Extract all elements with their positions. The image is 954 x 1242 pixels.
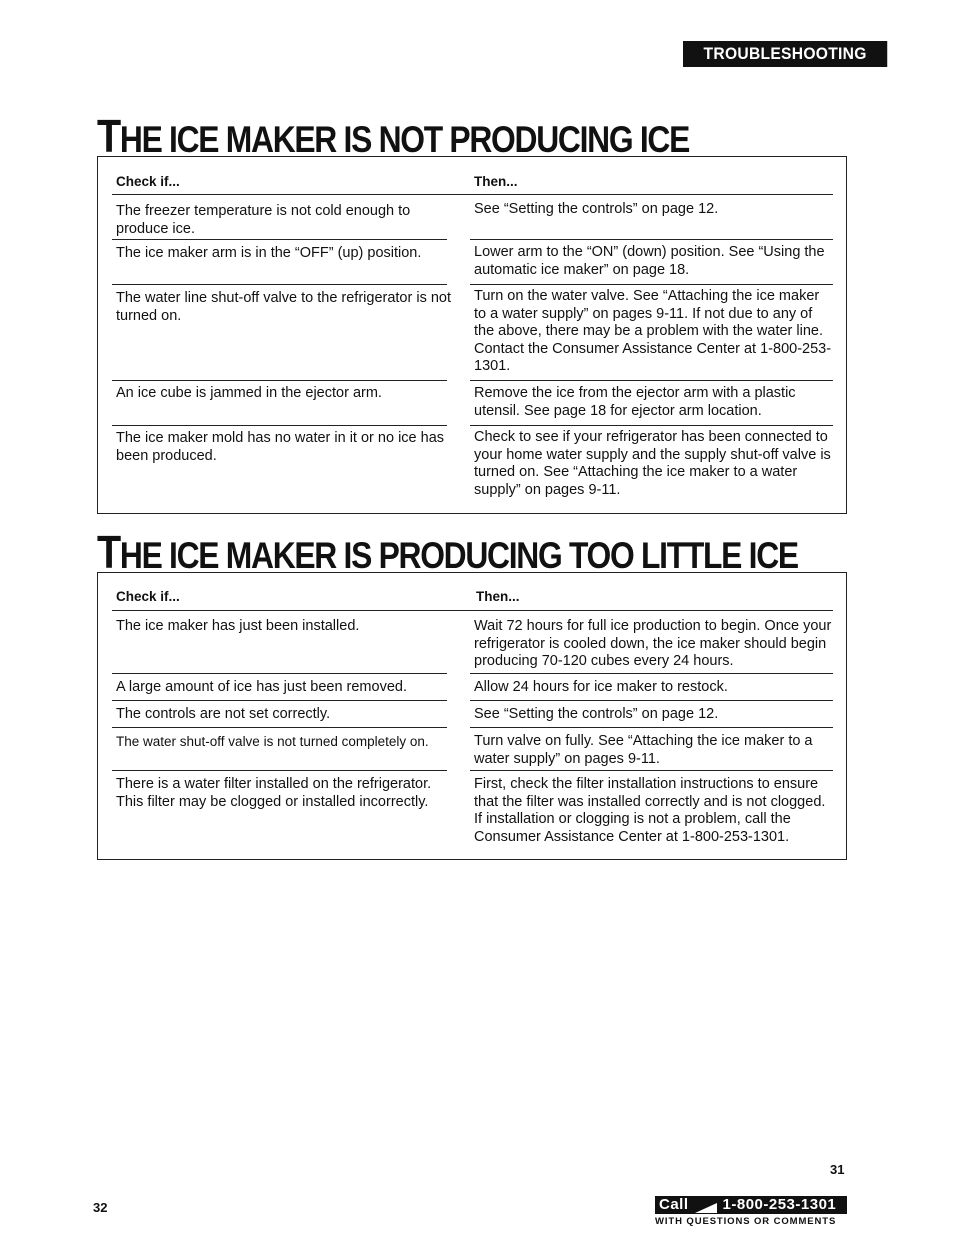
row-divider [112,770,447,771]
row-divider [470,239,833,240]
row-divider [470,727,833,728]
then-cell: See “Setting the controls” on page 12. [474,706,719,722]
row-divider [470,284,833,285]
title-initial: T [97,110,120,162]
then-cell: Wait 72 hours for full ice production to begin. Once your refrigerator is cooled down, the ice maker should begin producing 70-120 cubes every 24 hours. [474,618,832,669]
call-badge [655,1196,847,1214]
row-divider [112,239,447,240]
row-divider [112,727,447,728]
check-cell: There is a water filter installed on the refrigerator. This filter may be clogged or installed incorrectly. [116,776,432,810]
title-text: HE ICE MAKER IS PRODUCING TOO LITTLE ICE [119,535,798,576]
row-divider [112,425,447,426]
row-divider [470,700,833,701]
then-cell: Turn valve on fully. See “Attaching the ice maker to a water supply” on pages 9-11. [474,733,813,767]
check-cell: The water shut-off valve is not turned completely on. [116,734,429,749]
row-divider [112,673,447,674]
call-number: 1-800-253-1301 [722,1196,837,1213]
check-cell: The water line shut-off valve to the refrigerator is not turned on. [116,290,452,324]
section-banner: TROUBLESHOOTING GUIDE [683,41,887,67]
section-title-too-little [97,526,798,578]
page-number-right: 31 [830,1162,845,1177]
check-cell: The ice maker mold has no water in it or no ice has been produced. [116,430,445,464]
header-rule [112,194,833,195]
title-initial: T [97,526,120,578]
title-text: HE ICE MAKER IS NOT PRODUCING ICE [119,119,690,160]
row-divider [470,770,833,771]
then-cell: Lower arm to the “ON” (down) position. See “Using the automatic ice maker” on page 18. [474,244,825,278]
call-tagline: WITH QUESTIONS OR COMMENTS [655,1216,837,1227]
row-divider [470,673,833,674]
check-cell: An ice cube is jammed in the ejector arm. [116,385,382,401]
call-label: Call [659,1196,689,1213]
check-cell: The ice maker arm is in the “OFF” (up) position. [116,245,422,261]
check-column-header: Check if... [116,589,180,604]
then-cell: Allow 24 hours for ice maker to restock. [474,679,728,695]
check-cell: A large amount of ice has just been removed. [116,679,407,695]
page-number-left: 32 [93,1200,108,1215]
then-cell: Turn on the water valve. See “Attaching the ice maker to a water supply” on pages 9-11. If not due to any of the above, there may be a problem with the water line. Contact the Consumer Assistance Center at 1-800-253-1301. [474,288,832,374]
row-divider [112,700,447,701]
then-column-header: Then... [476,589,520,604]
row-divider [112,380,447,381]
row-divider [112,284,447,285]
section-title-not-producing [97,110,690,162]
check-cell: The ice maker has just been installed. [116,618,360,634]
then-cell: See “Setting the controls” on page 12. [474,201,719,217]
troubleshooting-table-too-little [97,572,847,860]
troubleshooting-table-not-producing [97,156,847,514]
check-column-header: Check if... [116,174,180,189]
check-cell: The freezer temperature is not cold enough to produce ice. [116,203,411,237]
then-cell: First, check the filter installation instructions to ensure that the filter was installed correctly and is not clogged. If installation or clogging is not a problem, call the Consumer Assistance Center at 1-800-253-1301. [474,776,826,845]
check-cell: The controls are not set correctly. [116,706,331,722]
phone-arrow-icon [695,1200,717,1210]
row-divider [470,380,833,381]
then-cell: Remove the ice from the ejector arm with a plastic utensil. See page 18 for ejector arm location. [474,385,796,419]
then-cell: Check to see if your refrigerator has been connected to your home water supply and the supply shut-off valve is turned on. See “Attaching the ice maker to a water supply” on pages 9-11. [474,429,831,498]
then-column-header: Then... [474,174,518,189]
row-divider [470,425,833,426]
header-rule [112,610,833,611]
